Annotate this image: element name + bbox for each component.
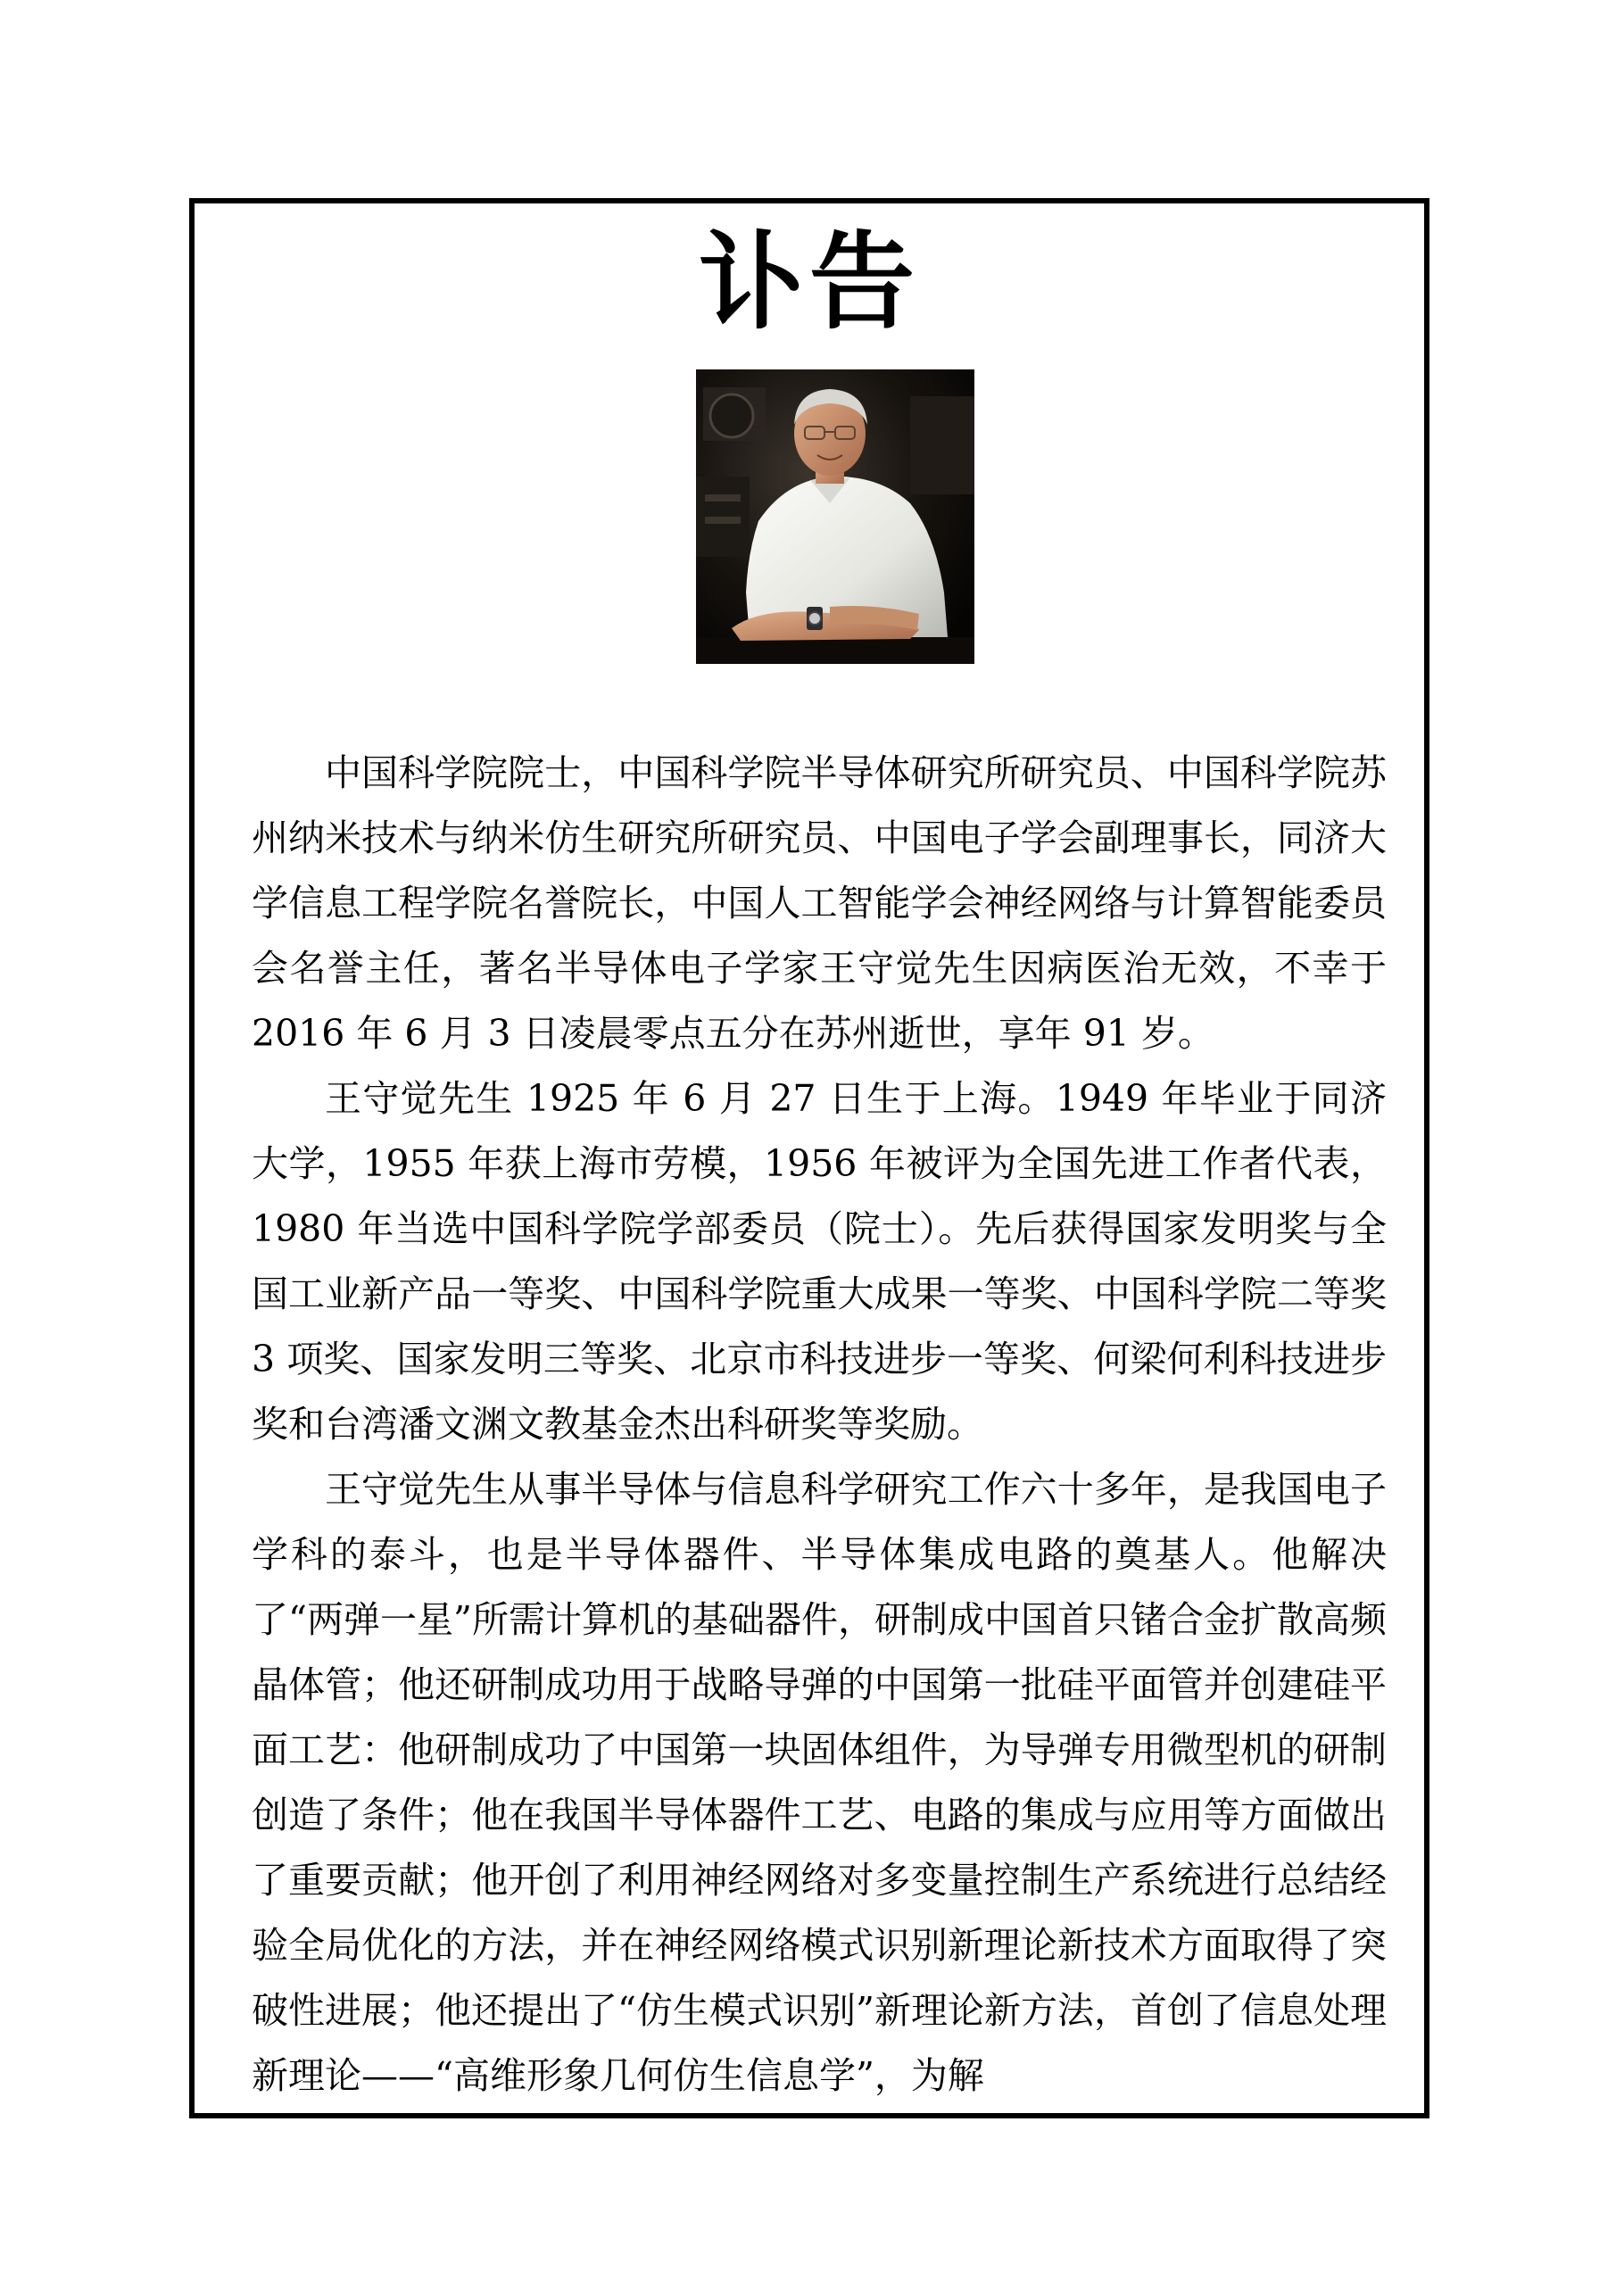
- notice-title: 讣告: [698, 220, 920, 344]
- notice-paragraph: 中国科学院院士，中国科学院半导体研究所研究员、中国科学院苏州纳米技术与纳米仿生研究所研究员、中国电子学会副理事长，同济大学信息工程学院名誉院长，中国人工智能学会神经网络与计算智能委员会名誉主任，著名半导体电子学家王守觉先生因病医治无效，不幸于 2016 年 6 月 3 日凌晨零点五分在苏州逝世，享年 91 岁。: [252, 751, 1387, 1055]
- notice-paragraph: 王守觉先生 1925 年 6 月 27 日生于上海。1949 年毕业于同济大学，1955 年获上海市劳模，1956 年被评为全国先进工作者代表，1980 年当选中国科学院学部委员（院士）。先后获得国家发明奖与全国工业新产品一等奖、中国科学院重大成果一等奖、中国科学院二等奖 3 项奖、国家发明三等奖、北京市科技进步一等奖、何梁何利科技进步奖和台湾潘文渊文教基金杰出科研奖等奖励。: [252, 1077, 1387, 1446]
- notice-body: [252, 741, 1387, 2109]
- notice-frame: [189, 198, 1429, 2118]
- portrait-photo: [696, 369, 974, 664]
- portrait-image: [696, 369, 974, 664]
- notice-paragraph: 王守觉先生从事半导体与信息科学研究工作六十多年，是我国电子学科的泰斗，也是半导体器件、半导体集成电路的奠基人。他解决了“两弹一星”所需计算机的基础器件，研制成中国首只锗合金扩散高频晶体管；他还研制成功用于战略导弹的中国第一批硅平面管并创建硅平面工艺：他研制成功了中国第一块固体组件，为导弹专用微型机的研制创造了条件；他在我国半导体器件工艺、电路的集成与应用等方面做出了重要贡献；他开创了利用神经网络对多变量控制生产系统进行总结经验全局优化的方法，并在神经网络模式识别新理论新技术方面取得了突破性进展；他还提出了“仿生模式识别”新理论新方法，首创了信息处理新理论——“高维形象几何仿生信息学”，为解: [252, 1468, 1387, 2097]
